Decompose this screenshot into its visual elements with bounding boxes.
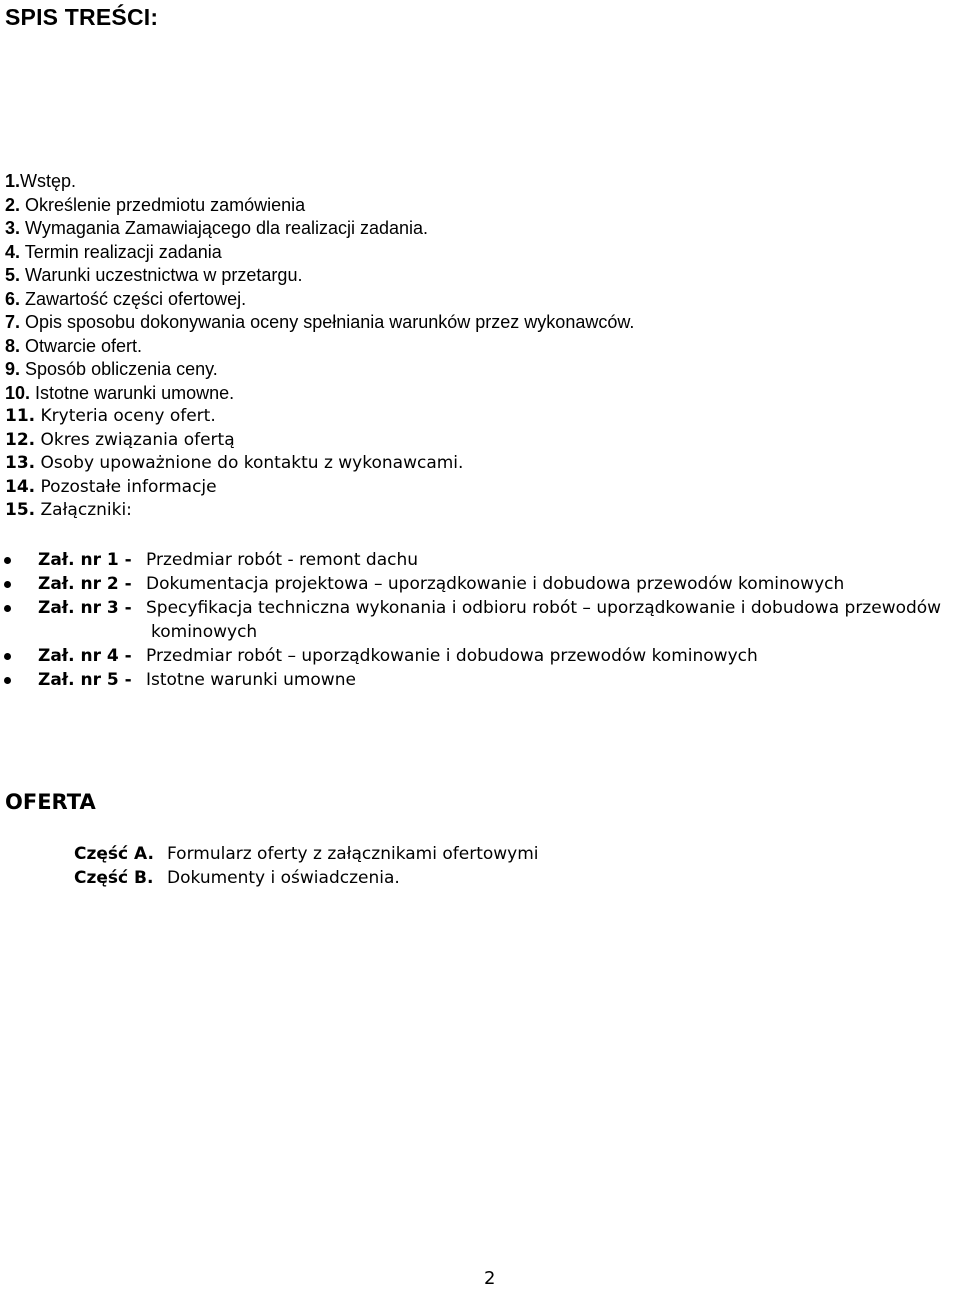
- toc-item-text: Pozostałe informacje: [35, 476, 217, 497]
- toc-item-text: Osoby upoważnione do kontaktu z wykonawcami.: [35, 453, 464, 473]
- toc-item-number: 10.: [5, 382, 31, 403]
- toc-item: [5, 194, 634, 218]
- toc-item-number: 12.: [5, 429, 36, 450]
- attachment-item: [0, 668, 941, 692]
- page-title: SPIS TREŚCI:: [5, 4, 159, 30]
- toc-item-number: 7.: [5, 312, 21, 332]
- attachments-list: [0, 548, 941, 692]
- toc-item-text: Okres związania ofertą: [35, 429, 235, 450]
- toc-item: [5, 499, 634, 523]
- offer-heading: OFERTA: [5, 790, 96, 814]
- toc-item: [5, 335, 634, 359]
- offer-part-label: Część A.: [74, 844, 154, 864]
- toc-item-number: 15.: [5, 500, 36, 520]
- toc-item: [5, 241, 634, 265]
- offer-part: [74, 866, 539, 890]
- attachment-text: Istotne warunki umowne: [146, 670, 356, 690]
- bullet-icon: [4, 581, 11, 588]
- toc-item-text: Określenie przedmiotu zamówienia: [20, 194, 306, 215]
- attachment-text: Dokumentacja projektowa – uporządkowanie i dobudowa przewodów kominowych: [146, 574, 845, 594]
- attachment-label: Zał. nr 5 -: [38, 670, 132, 690]
- toc-item-number: 4.: [5, 241, 21, 262]
- toc-item-text: Termin realizacji zadania: [20, 241, 222, 262]
- toc-item-text: Istotne warunki umowne.: [30, 382, 235, 403]
- toc-item-number: 1.: [5, 171, 21, 191]
- attachment-text: Przedmiar robót - remont dachu: [146, 550, 419, 570]
- attachment-label: Zał. nr 2 -: [38, 574, 132, 594]
- toc-item: [5, 264, 634, 288]
- toc-item: [5, 476, 634, 500]
- toc-item-number: 8.: [5, 335, 21, 356]
- page-number: 2: [484, 1268, 496, 1289]
- toc-item-text: Opis sposobu dokonywania oceny spełniania warunków przez wykonawców.: [20, 312, 635, 332]
- table-of-contents: [5, 170, 634, 523]
- toc-item-number: 5.: [5, 265, 21, 285]
- offer-part-label: Część B.: [74, 868, 154, 888]
- bullet-icon: [4, 605, 11, 612]
- toc-item: [5, 170, 634, 194]
- toc-item-text: Warunki uczestnictwa w przetargu.: [20, 265, 303, 285]
- toc-item-text: Otwarcie ofert.: [20, 335, 143, 356]
- attachment-item: [0, 644, 941, 668]
- bullet-icon: [4, 677, 11, 684]
- offer-part-text: Dokumenty i oświadczenia.: [167, 868, 400, 888]
- attachment-text: Przedmiar robót – uporządkowanie i dobudowa przewodów kominowych: [146, 646, 758, 666]
- toc-item-text: Wstęp.: [20, 171, 77, 191]
- toc-item-text: Zawartość części ofertowej.: [20, 288, 247, 309]
- bullet-icon: [4, 557, 11, 564]
- offer-parts: [74, 842, 539, 890]
- toc-item: [5, 358, 634, 382]
- offer-part-text: Formularz oferty z załącznikami ofertowymi: [167, 844, 539, 864]
- toc-item: [5, 405, 634, 429]
- toc-item: [5, 217, 634, 241]
- toc-item-number: 3.: [5, 218, 21, 238]
- toc-item-number: 14.: [5, 476, 36, 497]
- toc-item-text: Kryteria oceny ofert.: [35, 406, 216, 426]
- toc-item-number: 9.: [5, 359, 21, 379]
- toc-item-number: 2.: [5, 194, 21, 215]
- toc-item: [5, 311, 634, 335]
- toc-item: [5, 382, 634, 406]
- toc-item: [5, 452, 634, 476]
- attachment-text-continuation: kominowych: [151, 622, 258, 642]
- toc-item-text: Wymagania Zamawiającego dla realizacji zadania.: [20, 218, 429, 238]
- attachment-item: [0, 596, 941, 644]
- toc-item-number: 6.: [5, 288, 21, 309]
- toc-item-text: Załączniki:: [35, 500, 132, 520]
- attachment-item: [0, 548, 941, 572]
- attachment-label: Zał. nr 1 -: [38, 550, 132, 570]
- attachment-label: Zał. nr 3 -: [38, 598, 132, 618]
- toc-item-number: 13.: [5, 453, 36, 473]
- attachment-label: Zał. nr 4 -: [38, 646, 132, 666]
- toc-item: [5, 429, 634, 453]
- attachment-text: Specyfikacja techniczna wykonania i odbioru robót – uporządkowanie i dobudowa przewodów: [146, 598, 942, 618]
- toc-item: [5, 288, 634, 312]
- attachment-item: [0, 572, 941, 596]
- offer-part: [74, 842, 539, 866]
- toc-item-text: Sposób obliczenia ceny.: [20, 359, 218, 379]
- bullet-icon: [4, 653, 11, 660]
- toc-item-number: 11.: [5, 406, 36, 426]
